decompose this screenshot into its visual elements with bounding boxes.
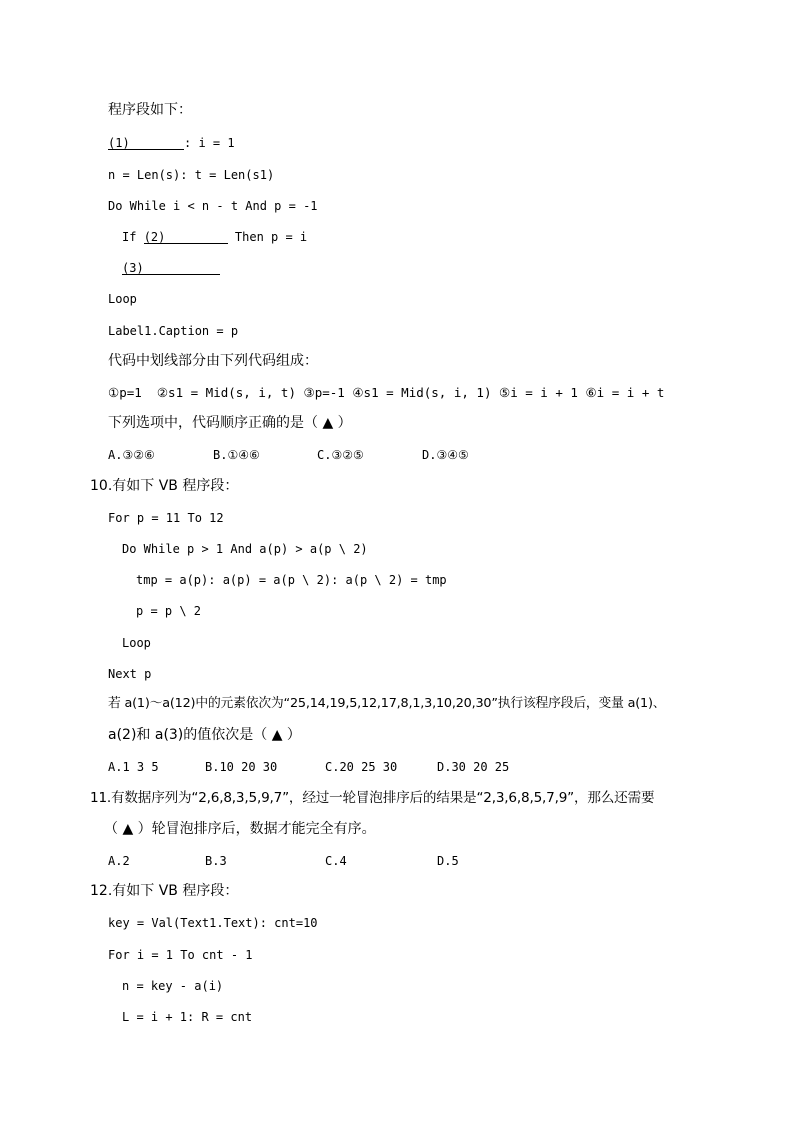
q9-code-line-4-pre: If — [122, 230, 144, 244]
q11-option-d: D.5 — [437, 854, 459, 868]
q9-option-d: D.③④⑤ — [422, 448, 469, 462]
q11-stem-1: 11.有数据序列为“2,6,8,3,5,9,7”，经过一轮冒泡排序后的结果是“2,3,6,8,5,7,9”，那么还需要 — [90, 790, 655, 806]
q10-code-line-3: tmp = a(p): a(p) = a(p \ 2): a(p \ 2) = tmp — [136, 573, 447, 587]
q10-code-line-4: p = p \ 2 — [136, 604, 202, 618]
q9-desc: 代码中划线部分由下列代码组成： — [108, 353, 318, 369]
q9-intro: 程序段如下： — [108, 102, 192, 118]
q10-code-line-6: Next p — [108, 667, 152, 681]
q10-stem-2: a(2)和 a(3)的值依次是（ ▲ ） — [108, 727, 301, 743]
q9-parts: ①p=1 ②s1 = Mid(s, i, t) ③p=-1 ④s1 = Mid(s, i, 1) ⑤i = i + 1 ⑥i = i + t — [108, 385, 665, 400]
q10-option-b: B.10 20 30 — [205, 760, 278, 774]
q11-option-b: B.3 — [205, 854, 227, 868]
q9-code-line-1 — [108, 135, 235, 151]
q9-code-line-4-post: Then p = i — [227, 230, 308, 244]
q9-option-a: A.③②⑥ — [108, 448, 155, 462]
q10-code-line-1: For p = 11 To 12 — [108, 511, 224, 525]
q9-option-b: B.①④⑥ — [213, 448, 260, 462]
q10-code-line-5: Loop — [122, 636, 151, 650]
q12-code-line-1: key = Val(Text1.Text): cnt=10 — [108, 916, 318, 930]
q12-code-line-3: n = key - a(i) — [122, 979, 224, 993]
q11-stem-2: （ ▲ ）轮冒泡排序后，数据才能完全有序。 — [104, 821, 376, 837]
q9-code-line-2: n = Len(s): t = Len(s1) — [108, 168, 275, 182]
blank-2: (2) — [144, 229, 228, 244]
q10-option-a: A.1 3 5 — [108, 760, 159, 774]
q12-title: 12.有如下 VB 程序段： — [90, 883, 239, 899]
q10-stem-1: 若 a(1)～a(12)中的元素依次为“25,14,19,5,12,17,8,1,3,10,20,30”执行该程序段后，变量 a(1)、 — [108, 696, 666, 711]
q9-code-line-5 — [122, 260, 220, 276]
q11-option-a: A.2 — [108, 854, 130, 868]
q10-option-d: D.30 20 25 — [437, 760, 510, 774]
blank-3: (3) — [122, 260, 220, 275]
q9-option-c: C.③②⑤ — [317, 448, 364, 462]
q9-code-line-4 — [122, 229, 307, 245]
q12-code-line-4: L = i + 1: R = cnt — [122, 1010, 253, 1024]
q9-code-line-1-rest: : i = 1 — [184, 136, 235, 150]
q10-option-c: C.20 25 30 — [325, 760, 398, 774]
q9-code-line-3: Do While i < n - t And p = -1 — [108, 199, 318, 213]
q9-question: 下列选项中，代码顺序正确的是（ ▲ ） — [108, 415, 352, 431]
q11-option-c: C.4 — [325, 854, 347, 868]
q10-title: 10.有如下 VB 程序段： — [90, 478, 239, 494]
q9-code-line-6: Loop — [108, 292, 137, 306]
q10-code-line-2: Do While p > 1 And a(p) > a(p \ 2) — [122, 542, 368, 556]
q12-code-line-2: For i = 1 To cnt - 1 — [108, 948, 253, 962]
blank-1: (1) — [108, 135, 184, 150]
q9-code-line-7: Label1.Caption = p — [108, 324, 239, 338]
